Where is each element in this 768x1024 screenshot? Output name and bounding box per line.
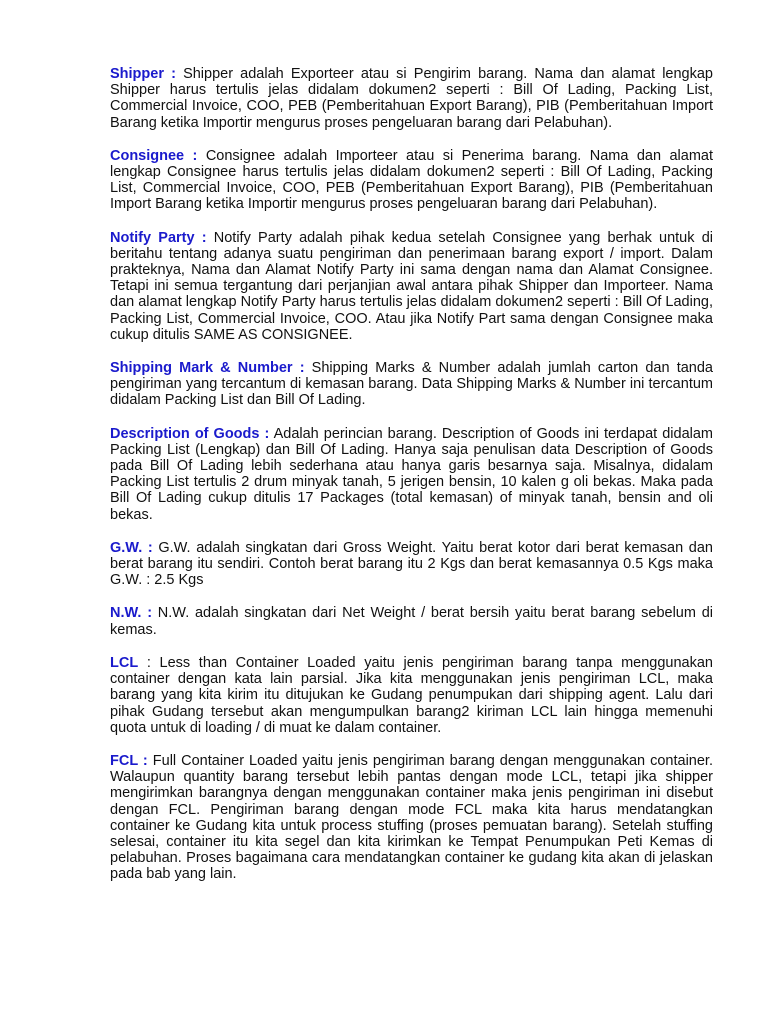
- definition-net-weight: [110, 605, 713, 637]
- term-notify-party: Notify Party :: [110, 229, 207, 246]
- term-lcl: LCL: [110, 654, 139, 671]
- definition-description-of-goods: [110, 426, 713, 523]
- definition-text: Consignee adalah Importeer atau si Penerima barang. Nama dan alamat lengkap Consignee harus tertulis jelas didalam dokumen2 seperti : Bill Of Lading, Packing List, Commercial Invoice, COO, PEB (Pemberitahuan Export Barang), PIB (Pemberitahuan Import Barang ketika Importir mengurus proses pengeluaran barang dari Pelabuhan).: [110, 147, 713, 213]
- term-consignee: Consignee :: [110, 147, 198, 164]
- definition-notify-party: [110, 230, 713, 343]
- definition-text: Adalah perincian barang. Description of Goods ini terdapat didalam Packing List (Lengkap) dan Bill Of Lading. Hanya saja penulisan data Description of Goods pada Bill Of Lading lebih sederhana atau hanya garis besarnya saja. Misalnya, didalam Packing List tertulis 2 drum minyak tanah, 5 jerigen bensin, 10 kalen g oli bekas. Maka pada Bill Of Lading cukup ditulis 17 Packages (total kemasan) of minyak tanah, bensin and oli bekas.: [110, 425, 713, 523]
- definition-text: N.W. adalah singkatan dari Net Weight / berat bersih yaitu berat barang sebelum di kemas.: [110, 605, 714, 638]
- term-fcl: FCL :: [110, 752, 148, 769]
- definition-text: G.W. adalah singkatan dari Gross Weight. Yaitu berat kotor dari berat kemasan dan berat barang itu sendiri. Contoh berat barang itu 2 Kgs dan berat kemasannya 0.5 Kgs maka G.W. : 2.5 Kgs: [110, 539, 713, 589]
- definition-text: Full Container Loaded yaitu jenis pengiriman barang dengan menggunakan container. Walaupun quantity barang tersebut lebih pantas dengan mode LCL, tetapi jika shipper mengirimkan barangnya dengan menggunakan container maka jenis pengiriman ini disebut dengan FCL. Pengiriman barang dengan mode FCL maka kita harus mendatangkan container ke Gudang kita untuk process stuffing (proses pemuatan barang). Setelah stuffing selesai, container itu kita segel dan kita kirimkan ke Tempat Penumpukan Peti Kemas di pelabuhan. Proses bagaimana cara mendatangkan container ke gudang kita akan di jelaskan pada bab yang lain.: [110, 752, 713, 883]
- definition-text: Shipping Marks & Number adalah jumlah carton dan tanda pengiriman yang tercantum di kemasan barang. Data Shipping Marks & Number ini tercantum didalam Packing List dan Bill Of Lading.: [110, 360, 713, 409]
- definition-text: Notify Party adalah pihak kedua setelah Consignee yang berhak untuk di beritahu tentang adanya suatu pengiriman dan penerimaan barang export / import. Dalam prakteknya, Nama dan Alamat Notify Party ini sama dengan nama dan Alamat Consignee. Tetapi ini semua tergantung dari perjanjian awal antara pihak Shipper dan Importeer. Nama dan alamat lengkap Notify Party harus tertulis jelas didalam dokumen2 seperti : Bill Of Lading, Packing List, Commercial Invoice, COO. Atau jika Notify Part sama dengan Consignee maka cukup ditulis SAME AS CONSIGNEE.: [110, 229, 713, 343]
- definition-text: : Less than Container Loaded yaitu jenis pengiriman barang tanpa menggunakan container dengan kata lain parsial. Jika kita menggunakan jenis pengiriman LCL, maka barang yang kita kirim itu ditujukan ke Gudang penumpukan dari shipping agent. Lalu dari pihak Gudang tersebut akan mengumpulkan barang2 kiriman LCL lain hingga memenuhi quota untuk di loading / di muat ke dalam container.: [110, 654, 713, 736]
- term-shipping-mark: Shipping Mark & Number :: [110, 360, 305, 377]
- term-description-of-goods: Description of Goods :: [110, 425, 270, 442]
- term-gross-weight: G.W. :: [110, 539, 153, 556]
- definition-fcl: [110, 753, 713, 883]
- definition-gross-weight: [110, 540, 713, 589]
- definition-shipper: [110, 66, 713, 131]
- definition-text: Shipper adalah Exporteer atau si Pengirim barang. Nama dan alamat lengkap Shipper harus tertulis jelas didalam dokumen2 seperti : Bill Of Lading, Packing List, Commercial Invoice, COO, PEB (Pemberitahuan Export Barang), PIB (Pemberitahuan Import Barang ketika Importir mengurus proses pengeluaran barang dari Pelabuhan).: [110, 66, 713, 131]
- document-page: [110, 66, 713, 900]
- term-shipper: Shipper :: [110, 66, 176, 82]
- definition-shipping-mark: [110, 360, 713, 409]
- term-net-weight: N.W. :: [110, 605, 153, 622]
- definition-consignee: [110, 148, 713, 213]
- definition-lcl: [110, 655, 713, 736]
